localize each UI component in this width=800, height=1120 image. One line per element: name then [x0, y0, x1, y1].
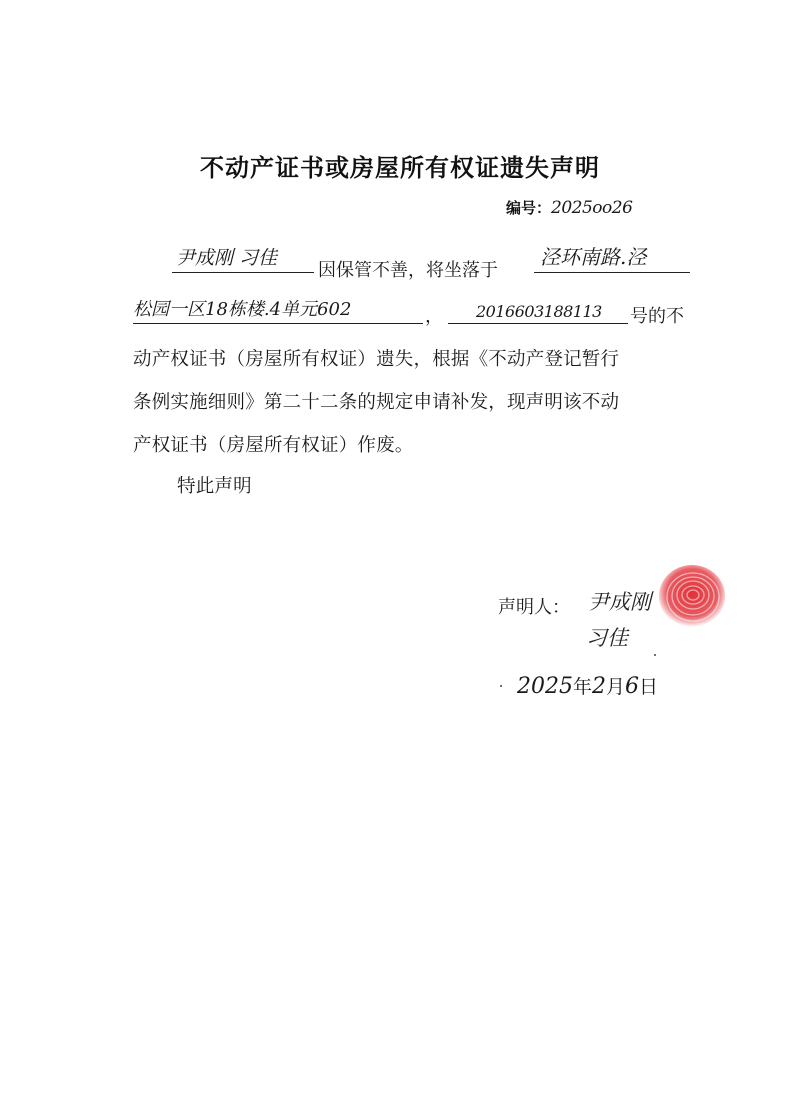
declarant-signature-1: 尹成刚 — [588, 590, 651, 614]
date-year-unit: 年 — [573, 676, 593, 698]
comma-separator: ， — [425, 306, 443, 327]
number-suffix-text: 号的不 — [630, 306, 684, 327]
declarant-signature-2: 习佳 — [586, 626, 628, 650]
certificate-number-blank — [448, 295, 628, 324]
paragraph-line-3: 动产权证书（房屋所有权证）遗失，根据《不动产登记暂行 — [133, 349, 620, 370]
date-month-unit: 月 — [606, 676, 626, 698]
owner-name-blank — [172, 244, 314, 273]
date-day-unit: 日 — [639, 676, 659, 698]
address-blank-2 — [133, 295, 423, 324]
declarant-label: 声明人： — [498, 597, 570, 618]
address-part-1: 泾环南路.泾 — [540, 245, 647, 269]
fingerprint-stamp — [652, 562, 728, 636]
lost-intro-text: 因保管不善，将坐落于 — [318, 260, 498, 281]
paragraph-line-4: 条例实施细则》第二十二条的规定申请补发，现声明该不动 — [133, 392, 620, 413]
date-day: 6 — [625, 674, 640, 699]
serial-number — [506, 197, 632, 218]
declaration-date — [517, 672, 658, 699]
document-title: 不动产证书或房屋所有权证遗失声明 — [200, 153, 600, 182]
ink-speck — [500, 685, 502, 687]
special-statement: 特此声明 — [177, 476, 252, 497]
serial-value: 2025oo26 — [551, 198, 633, 218]
certificate-number: 2016603188113 — [476, 302, 602, 321]
address-part-2: 松园一区18栋楼.4单元602 — [133, 299, 352, 320]
paragraph-line-5: 产权证书（房屋所有权证）作废。 — [133, 435, 414, 456]
date-year: 2025 — [517, 674, 573, 699]
owner-names: 尹成刚 习佳 — [176, 247, 278, 269]
date-month: 2 — [592, 674, 607, 699]
address-blank-1 — [534, 244, 690, 273]
serial-label: 编号： — [506, 199, 552, 217]
ink-speck — [654, 654, 656, 656]
